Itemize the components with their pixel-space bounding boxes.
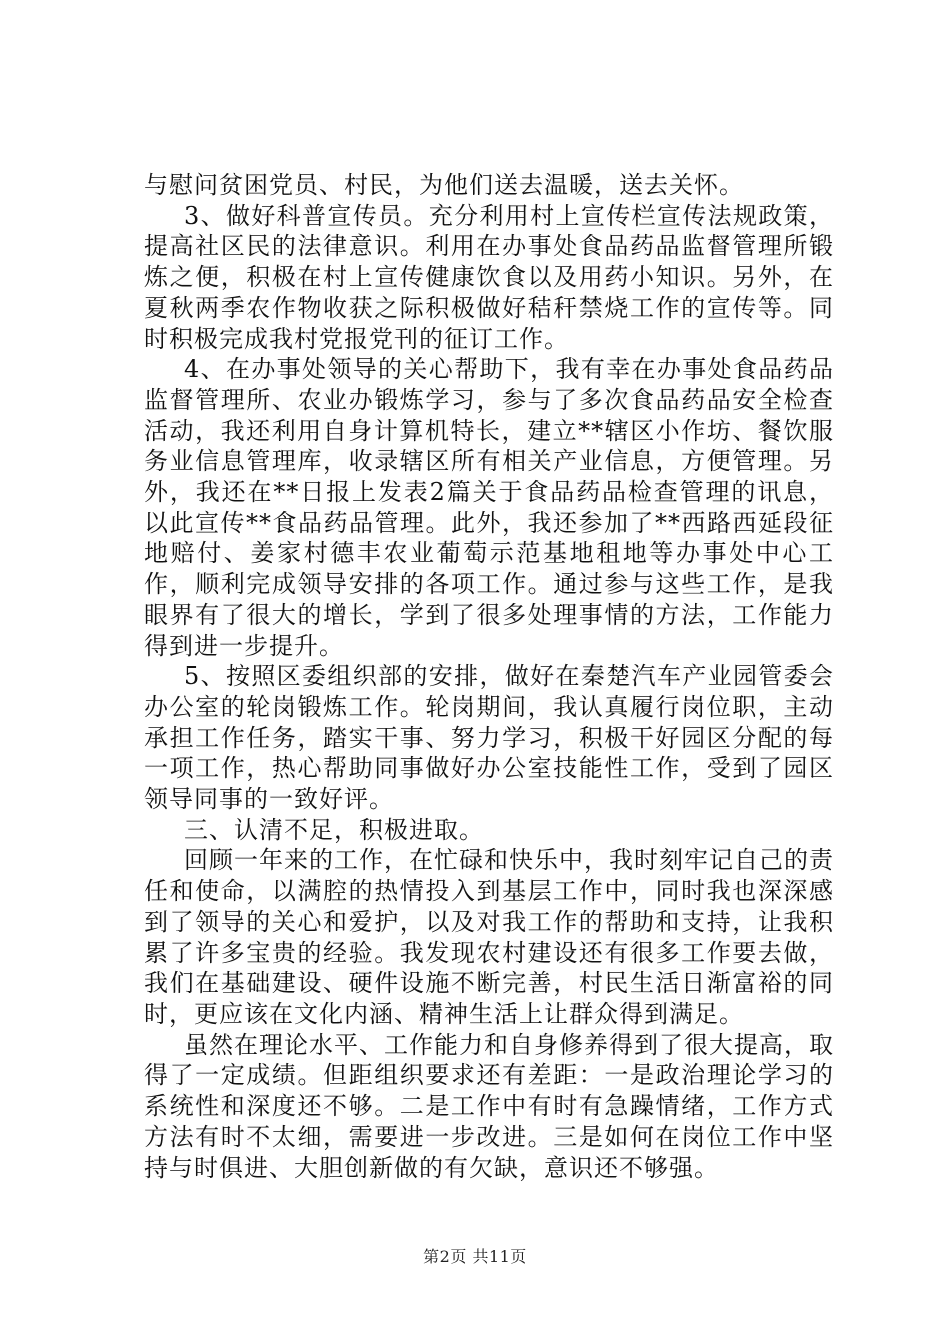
paragraph-2: 3、做好科普宣传员。充分利用村上宣传栏宣传法规政策，提高社区民的法律意识。利用在办事处食品药品监督管理所锻炼之便，积极在村上宣传健康饮食以及用药小知识。另外，在夏秋两季农作物收获之际积极做好秸秆禁烧工作的宣传等。同时积极完成我村党报党刊的征订工作。 (144, 201, 834, 353)
section-heading: 三、认清不足，积极进取。 (184, 815, 484, 844)
paragraph-5: 回顾一年来的工作，在忙碌和快乐中，我时刻牢记自己的责任和使命，以满腔的热情投入到基层工作中，同时我也深深感到了领导的关心和爱护，以及对我工作的帮助和支持，让我积累了许多宝贵的经验。我发现农村建设还有很多工作要去做，我们在基础建设、硬件设施不断完善，村民生活日渐富裕的同时，更应该在文化内涵、精神生活上让群众得到满足。 (144, 846, 834, 1028)
document-body (144, 170, 834, 1183)
page-footer: 第2页 共11页 (423, 1247, 527, 1266)
paragraph-3: 4、在办事处领导的关心帮助下，我有幸在办事处食品药品监督管理所、农业办锻炼学习，参与了多次食品药品安全检查活动，我还利用自身计算机特长，建立**辖区小作坊、餐饮服务业信息管理库，收录辖区所有相关产业信息，方便管理。另外，我还在**日报上发表2篇关于食品药品检查管理的讯息，以此宣传**食品药品管理。此外，我还参加了**西路西延段征地赔付、姜家村德丰农业葡萄示范基地租地等办事处中心工作，顺利完成领导安排的各项工作。通过参与这些工作，是我眼界有了很大的增长，学到了很多处理事情的方法，工作能力得到进一步提升。 (144, 355, 834, 660)
paragraph-1: 与慰问贫困党员、村民，为他们送去温暖，送去关怀。 (144, 171, 744, 199)
paragraph-6: 虽然在理论水平、工作能力和自身修养得到了很大提高，取得了一定成绩。但距组织要求还有差距：一是政治理论学习的系统性和深度还不够。二是工作中有时有急躁情绪，工作方式方法有时不太细，需要进一步改进。三是如何在岗位工作中坚持与时俱进、大胆创新做的有欠缺，意识还不够强。 (144, 1030, 834, 1182)
paragraph-4: 5、按照区委组织部的安排，做好在秦楚汽车产业园管委会办公室的轮岗锻炼工作。轮岗期间，我认真履行岗位职，主动承担工作任务，踏实干事、努力学习，积极干好园区分配的每一项工作，热心帮助同事做好办公室技能性工作，受到了园区领导同事的一致好评。 (144, 662, 834, 814)
